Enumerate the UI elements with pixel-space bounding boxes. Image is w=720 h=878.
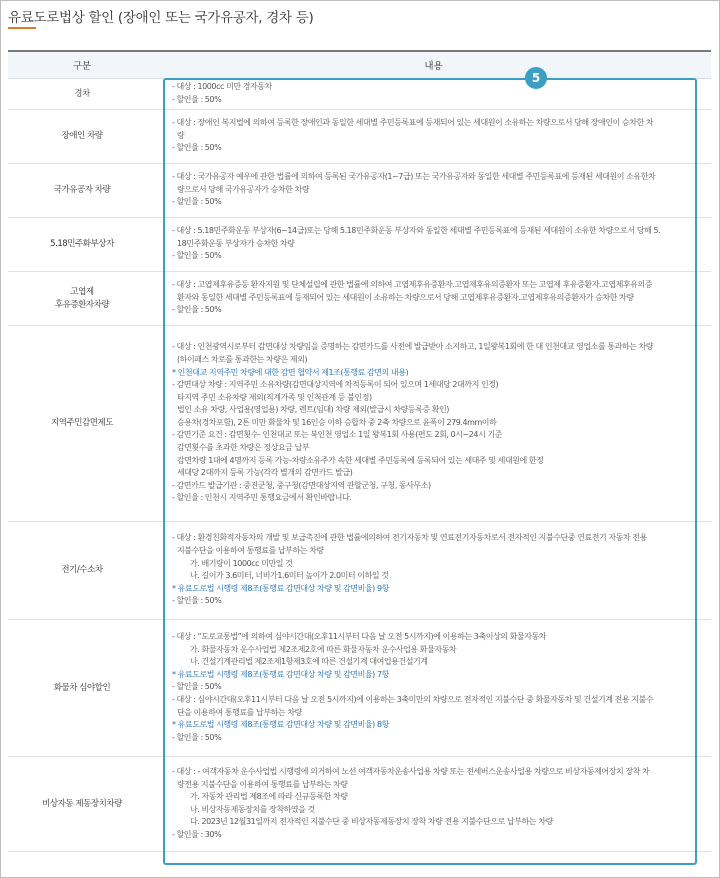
content-line: 가. 배기량이 1000cc 미만일 것 bbox=[190, 558, 293, 568]
content-line: - 할인율 : 30% bbox=[172, 829, 222, 839]
page-title: 유료도로법상 할인 (장애인 또는 국가유공자, 경차 등) bbox=[8, 10, 314, 26]
content-line: - 대상 : 환경친화적자동차의 개발 및 보급촉진에 관한 법률에의하여 전기자동차 및 연료전기자동차로서 전자적인 지불수단중 연료전기 자동차 전용 bbox=[172, 533, 647, 543]
content-line: - 할인율 : 50% bbox=[172, 251, 222, 261]
row-category: 지역주민감면제도 bbox=[8, 326, 156, 522]
reference-note: * 인천대교 지역주민 차량에 대한 감면 협약서 제1조(통행료 감면의 내용) bbox=[172, 367, 409, 377]
content-line: 타지역 주민 소유차량 제외(직계가족 및 인척관계 등 불인정) bbox=[177, 392, 372, 402]
content-line: 다. 2023년 12월31일까지 전자적인 지불수단 중 비상자동제동장치 장착 차량 전용 지불수단으로 납부하는 차량 bbox=[190, 817, 553, 827]
highlight-badge: 5 bbox=[525, 67, 547, 89]
content-line: - 할인율 : 50% bbox=[172, 94, 222, 104]
content-line: - 할인율 : 50% bbox=[172, 596, 222, 606]
content-line: - 할인율 : 50% bbox=[172, 305, 222, 315]
highlight-box bbox=[163, 78, 697, 865]
reference-note: * 유료도로법 시행령 제8조(통행료 감면대상 차량 및 감면비율) 9항 bbox=[172, 583, 389, 593]
content-line: - 할인율 : 50% bbox=[172, 197, 222, 207]
row-category: 국가유공자 차량 bbox=[8, 164, 156, 218]
content-line: - 대상 : 고엽제후유증등 환자지원 및 단체설립에 관한 법률에 의하여 고엽제후유증환자.고엽제후유의증환자 또는 고엽제 후유증환자.고엽제후유의증 bbox=[172, 280, 653, 290]
content-line: - 할인율 : 50% bbox=[172, 143, 222, 153]
content-line: 세대당 2대까지 등록 가능(각각 별개의 감면카드 발급) bbox=[177, 468, 353, 478]
table-header-row bbox=[8, 51, 711, 79]
content-line: 량으로서 당해 국가유공자가 승차한 차량 bbox=[177, 184, 310, 194]
content-line: 감면차량 1대에 4명까지 등록 가능-차량소유주가 속한 세대별 주민등록에 등록되어 있는 세대주 및 세대원에 한정 bbox=[177, 455, 544, 465]
content-line: - 할인율 : 50% bbox=[172, 732, 222, 742]
content-line: 법인 소유 차량, 사업용(영업용) 차량, 렌트(임대) 차량 제외(발급시 차량등록증 확인) bbox=[177, 405, 449, 415]
content-line: - 할인율 : 50% bbox=[172, 682, 222, 692]
content-line: (하이패스 차로를 통과한는 차량은 제외) bbox=[177, 354, 308, 364]
row-category: 장애인 차량 bbox=[8, 110, 156, 164]
content-line: 단을 이용하여 통행료를 납부하는 차량 bbox=[177, 707, 302, 717]
title-underline bbox=[8, 27, 36, 29]
content-line: - 할인율 : 인천시 지역주민 통행요금에서 확인바랍니다. bbox=[172, 493, 352, 503]
content-line: - 대상 : “도로교통법”에 의하여 심야시간대(오후11시부터 다음 날 오전 5시까지)에 이용하는 3축이상의 화물자동차 bbox=[172, 632, 547, 642]
content-line: 환자와 동일한 세대별 주민등록표에 등재되어 있는 세대원이 소유하는 차량으로서 당해 고엽제후유증환자.고엽제후유의증환자가 승차한 차량 bbox=[177, 292, 634, 302]
header-category: 구분 bbox=[8, 51, 156, 79]
content-line: - 감면카드 발급기관 : 중진군청, 중구청(감면대상지역 관할군청, 구청, 동사무소) bbox=[172, 480, 431, 490]
row-category: 고엽제 후유증환자차량 bbox=[8, 272, 156, 326]
content-line: - 대상 : 인천광역시로부터 감면대상 차량임을 증명하는 감면카드를 사전에 발급받아 소지하고, 1일왕복1회에 한 대 인천대교 영업소를 통과하는 차량 bbox=[172, 342, 654, 352]
content-line: - 대상 : 국가유공자 예우에 관한 법률에 의하여 등록된 국가유공자(1~7급) 또는 국가유공자와 동일한 세대별 주민등록표에 등재된 세대원이 소유한차 bbox=[172, 172, 656, 182]
content-line: 지불수단을 이용하여 통행료를 납부하는 차량 bbox=[177, 546, 324, 555]
reference-note: * 유료도로법 시행령 제8조(통행료 감면대상 차량 및 감면비율) 7항 bbox=[172, 669, 389, 679]
content-line: 나. 길이가 3.6미터, 너비가1.6미터 높이가 2.0미터 이하일 것 bbox=[190, 571, 389, 581]
row-category: 5.18민주화부상자 bbox=[8, 218, 156, 272]
content-line: - 대상 : 1000cc 미만 경자동차 bbox=[172, 82, 272, 91]
row-category: 화물차 심야할인 bbox=[8, 620, 156, 757]
content-line: 18민주화운동 부상자가 승차한 차량 bbox=[177, 238, 295, 248]
content-line: 승용차(경차포함), 2톤 미만 화물차 및 16인승 이하 승합차 중 2축 차량으로 윤폭이 279.4mm이하 bbox=[177, 417, 497, 427]
reference-note: * 유료도로법 시행령 제8조(통행료 감면대상 차량 및 감면비율) 8항 bbox=[172, 720, 389, 730]
row-category: 경차 bbox=[8, 79, 156, 110]
content-line: 나. 건설기계관리법 제2조제1항제3호에 따른 건설기계 대여업용건설기계 bbox=[190, 657, 428, 667]
content-line: 량 bbox=[177, 130, 185, 140]
content-line: 가. 자동차 관리법 제8조에 따라 신규등록한 차량 bbox=[190, 792, 348, 802]
content-line: - 대상 : - 여객자동차 운수사업법 시행령에 의거하여 노선 여객자동차운송사업용 차량 또는 전세버스운송사업용 차량으로 비상자동제어장치 장착 차 bbox=[172, 766, 650, 776]
content-line: - 감면기준 요건 : 감면횟수- 인천대교 또는 북인천 영업소 1일 왕복1회 사용(편도 2회, 0시~24시 기준 bbox=[172, 430, 503, 440]
content-line: - 대상 : 심야시간대(오후11시부터 다음 날 오전 5시까지)에 이용하는 3축미만의 차량으로 전자적인 지불수단 중 화물자동차 및 건설기계 전용 지불수 bbox=[172, 694, 654, 704]
row-category: 비상자동 제동장치차량 bbox=[8, 757, 156, 852]
content-line: 가. 화물자동차 운수사업법 제2조제2호에 따른 화물자동차 운수사업용 화물자동차 bbox=[190, 644, 457, 654]
content-line: - 감면대상 차량 : 지역주민 소유차량(감면대상지역에 차적등록이 되어 있으며 1세대당 2대까지 인정) bbox=[172, 380, 499, 390]
content-line: - 대상 : 장애인 복지법에 의하여 등록한 장애인과 동일한 세대별 주민등록표에 등재되어 있는 세대원이 소유하는 차량으로서 당해 장애인이 승차한 차 bbox=[172, 118, 654, 128]
content-line: 나. 비상자동제동장치를 장착하였을 것 bbox=[190, 804, 315, 814]
row-category: 전기/수소차 bbox=[8, 522, 156, 620]
content-line: - 대상 : 5.18민주화운동 부상자(6~14급)또는 당해 5.18민주화운동 부상자와 동일한 세대별 주민등록표에 등재된 세대원이 소유한 차량으로서 당해 5. bbox=[172, 226, 661, 236]
content-line: 감면횟수를 초과한 차량은 정상요금 납부 bbox=[177, 443, 310, 453]
header-content: 내용 bbox=[156, 51, 711, 79]
content-line: 량전용 지불수단을 이용하여 통행료를 납부하는 차량 bbox=[177, 779, 348, 789]
